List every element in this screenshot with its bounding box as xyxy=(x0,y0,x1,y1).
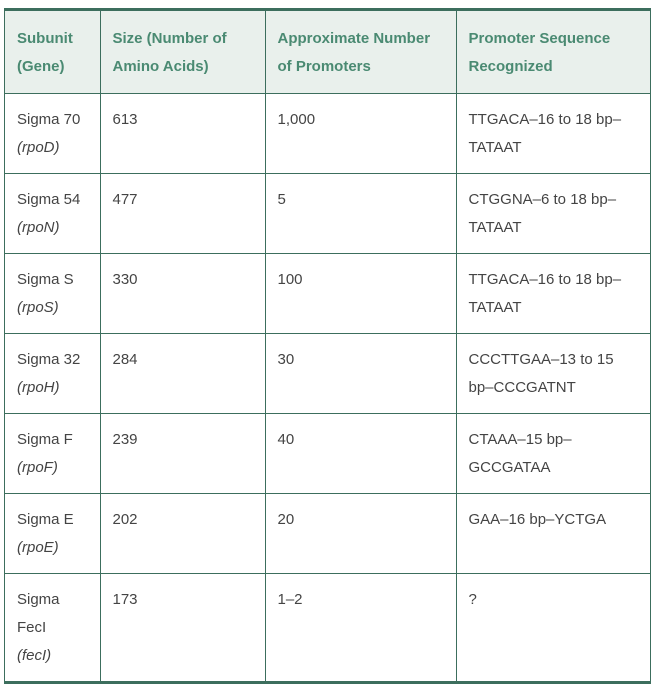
sequence-line2: bp–CCCGATNT xyxy=(468,379,576,396)
header-promoters-line1: Approximate Number xyxy=(277,30,431,47)
table-header xyxy=(5,11,650,94)
header-sequence xyxy=(456,11,650,94)
header-size-line1: Size (Number of xyxy=(112,30,227,47)
sequence-line1: ? xyxy=(468,591,477,608)
sequence-line1: CTGGNA–6 to 18 bp– xyxy=(468,191,617,208)
header-sequence-line2: Recognized xyxy=(468,58,553,75)
gene-name: (rpoD) xyxy=(17,139,60,156)
size-cell: 613 xyxy=(100,94,265,174)
gene-name: (rpoS) xyxy=(17,299,59,316)
gene-name: (rpoF) xyxy=(17,459,58,476)
subunit-name: Sigma 32 xyxy=(17,351,81,368)
subunit-cell xyxy=(5,254,100,334)
table-row xyxy=(5,414,650,494)
subunit-cell xyxy=(5,494,100,574)
sequence-cell xyxy=(456,574,650,681)
sequence-line1: CCCTTGAA–13 to 15 xyxy=(468,351,614,368)
gene-name: (rpoN) xyxy=(17,219,60,236)
header-row xyxy=(5,11,650,94)
promoters-cell: 1–2 xyxy=(265,574,456,681)
promoters-cell: 5 xyxy=(265,174,456,254)
sequence-line2: GCCGATAA xyxy=(468,459,551,476)
subunit-cell xyxy=(5,574,100,681)
sequence-line2: TATAAT xyxy=(468,219,522,236)
header-promoters xyxy=(265,11,456,94)
promoters-cell: 100 xyxy=(265,254,456,334)
subunit-cell xyxy=(5,334,100,414)
header-subunit xyxy=(5,11,100,94)
table-body xyxy=(5,94,650,681)
promoters-cell: 20 xyxy=(265,494,456,574)
subunit-cell xyxy=(5,94,100,174)
table-row xyxy=(5,174,650,254)
gene-name: (rpoH) xyxy=(17,379,60,396)
sequence-line2: TATAAT xyxy=(468,299,522,316)
promoters-cell: 1,000 xyxy=(265,94,456,174)
header-size xyxy=(100,11,265,94)
header-sequence-line1: Promoter Sequence xyxy=(468,30,611,47)
table-row xyxy=(5,574,650,681)
size-cell: 239 xyxy=(100,414,265,494)
sequence-cell xyxy=(456,254,650,334)
header-promoters-line2: of Promoters xyxy=(277,58,371,75)
size-cell: 202 xyxy=(100,494,265,574)
gene-name: (fecI) xyxy=(17,647,52,664)
header-subunit-line2: (Gene) xyxy=(17,58,65,75)
sequence-cell xyxy=(456,94,650,174)
subunit-name: Sigma F xyxy=(17,431,73,448)
subunit-name: Sigma S xyxy=(17,271,74,288)
subunit-name-line2: FecI xyxy=(17,619,47,636)
sequence-line1: TTGACA–16 to 18 bp– xyxy=(468,111,622,128)
sequence-cell xyxy=(456,174,650,254)
subunit-cell xyxy=(5,414,100,494)
gene-name: (rpoE) xyxy=(17,539,59,556)
subunit-cell xyxy=(5,174,100,254)
table-row xyxy=(5,254,650,334)
sequence-cell xyxy=(456,494,650,574)
sequence-cell xyxy=(456,414,650,494)
sequence-line2: TATAAT xyxy=(468,139,522,156)
header-subunit-line1: Subunit xyxy=(17,30,73,47)
sequence-line1: CTAAA–15 bp– xyxy=(468,431,572,448)
size-cell: 284 xyxy=(100,334,265,414)
subunit-name: Sigma E xyxy=(17,511,74,528)
sequence-cell xyxy=(456,334,650,414)
sigma-factors-table xyxy=(4,8,651,684)
header-size-line2: Amino Acids) xyxy=(112,58,209,75)
table xyxy=(5,11,650,681)
sequence-line1: GAA–16 bp–YCTGA xyxy=(468,511,607,528)
table-row xyxy=(5,94,650,174)
table-row xyxy=(5,494,650,574)
subunit-name-line1: Sigma xyxy=(17,591,60,608)
table-row xyxy=(5,334,650,414)
subunit-name: Sigma 70 xyxy=(17,111,81,128)
size-cell: 173 xyxy=(100,574,265,681)
size-cell: 330 xyxy=(100,254,265,334)
size-cell: 477 xyxy=(100,174,265,254)
promoters-cell: 40 xyxy=(265,414,456,494)
promoters-cell: 30 xyxy=(265,334,456,414)
subunit-name: Sigma 54 xyxy=(17,191,81,208)
sequence-line1: TTGACA–16 to 18 bp– xyxy=(468,271,622,288)
